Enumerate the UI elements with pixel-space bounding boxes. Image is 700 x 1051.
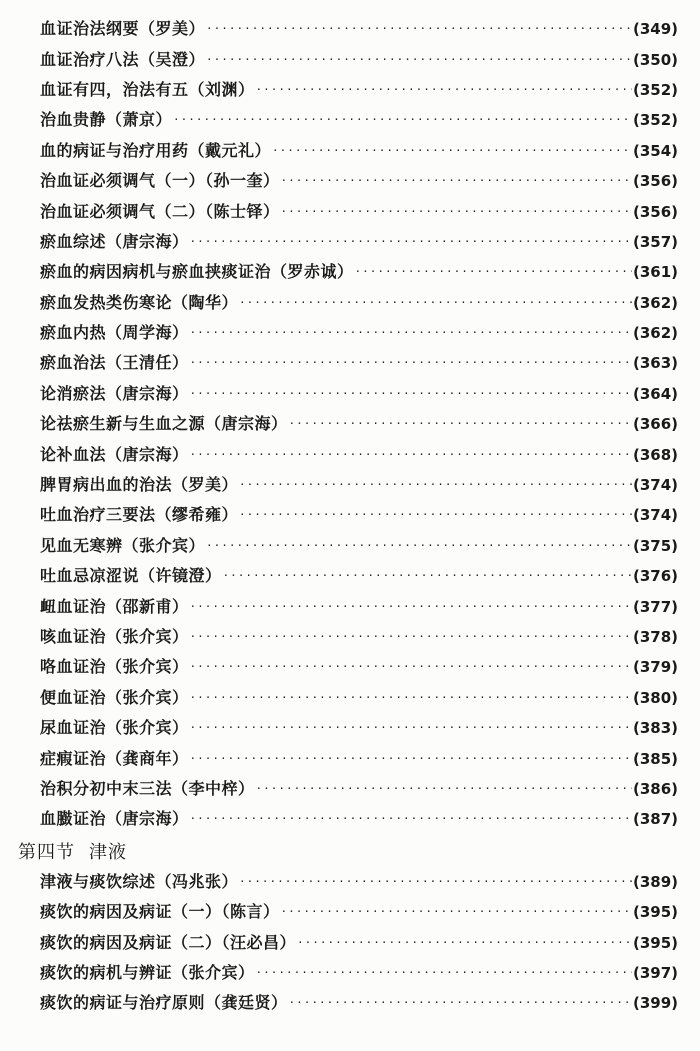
entry-page: (395)	[632, 933, 678, 952]
entry-page: (376)	[632, 567, 678, 586]
entry-page: (395)	[632, 903, 678, 922]
entry-title: 血的病证与治疗用药（戴元礼）	[40, 140, 272, 160]
entry-title: 痰饮的病因及病证（一）（陈言）	[40, 902, 280, 922]
toc-entry	[0, 897, 700, 927]
entry-title: 症瘕证治（龚商年）	[40, 748, 189, 768]
entry-title: 脾胃病出血的治法（罗美）	[40, 475, 239, 495]
entry-title: 治血证必须调气（二）（陈士铎）	[40, 201, 280, 221]
toc-entry	[0, 927, 700, 957]
leader-dots	[297, 933, 632, 953]
entry-page: (350)	[632, 50, 678, 69]
toc-entry	[0, 561, 700, 591]
entry-page: (364)	[632, 384, 678, 403]
leader-dots	[239, 505, 632, 525]
toc-entry	[0, 75, 700, 105]
section-heading	[0, 835, 700, 867]
entry-page: (362)	[632, 293, 678, 312]
toc-entry	[0, 652, 700, 682]
entry-page: (386)	[632, 779, 678, 798]
entry-title: 瘀血内热（周学海）	[40, 323, 189, 343]
toc-entry	[0, 591, 700, 621]
entry-title: 咯血证治（张介宾）	[40, 657, 189, 677]
entry-title: 尿血证治（张介宾）	[40, 718, 189, 738]
toc-entry	[0, 470, 700, 500]
entry-page: (399)	[632, 994, 678, 1013]
leader-dots	[272, 141, 632, 161]
toc-entry	[0, 227, 700, 257]
entry-title: 论补血法（唐宗海）	[40, 444, 189, 464]
toc-entry	[0, 804, 700, 834]
leader-dots	[190, 323, 632, 343]
entry-page: (354)	[632, 141, 678, 160]
section-number: 第四节	[18, 841, 75, 863]
leader-dots	[239, 475, 632, 495]
leader-dots	[206, 50, 632, 70]
entry-page: (357)	[632, 232, 678, 251]
entry-title: 瘀血的病因病机与瘀血挟痰证治（罗赤诚）	[40, 262, 354, 282]
leader-dots	[190, 384, 632, 404]
leader-dots	[190, 627, 632, 647]
entry-title: 瘀血综述（唐宗海）	[40, 231, 189, 251]
entry-title: 论祛瘀生新与生血之源（唐宗海）	[40, 414, 288, 434]
entry-page: (356)	[632, 172, 678, 191]
toc-entry	[0, 288, 700, 318]
leader-dots	[355, 262, 632, 282]
entry-title: 痰饮的病证与治疗原则（龚廷贤）	[40, 993, 288, 1013]
leader-dots	[256, 963, 632, 983]
entry-title: 咳血证治（张介宾）	[40, 627, 189, 646]
entry-title: 治积分初中末三法（李中梓）	[40, 778, 255, 798]
entry-title: 瘀血治法（王清任）	[40, 353, 189, 373]
entry-page: (374)	[632, 506, 678, 525]
leader-dots	[256, 80, 632, 100]
entry-page: (389)	[632, 872, 678, 891]
entry-title: 血证有四，治法有五（刘渊）	[40, 79, 255, 99]
entry-title: 吐血治疗三要法（缪希雍）	[40, 505, 239, 525]
entry-title: 衄血证治（邵新甫）	[40, 596, 189, 616]
entry-page: (380)	[632, 688, 678, 707]
entry-page: (379)	[632, 658, 678, 677]
toc-entry	[0, 439, 700, 469]
toc-entry	[0, 196, 700, 226]
leader-dots	[256, 779, 632, 799]
leader-dots	[190, 718, 632, 738]
table-of-contents	[0, 14, 700, 1019]
entry-page: (385)	[632, 749, 678, 768]
entry-page: (352)	[632, 80, 678, 99]
entry-page: (375)	[632, 536, 678, 555]
entry-page: (366)	[632, 415, 678, 434]
leader-dots	[223, 566, 632, 586]
section-name: 津液	[89, 841, 127, 863]
leader-dots	[239, 872, 632, 892]
toc-entry	[0, 683, 700, 713]
entry-title: 血臌证治（唐宗海）	[40, 809, 189, 829]
leader-dots	[281, 202, 632, 222]
entry-title: 血证治疗八法（吴澄）	[40, 49, 206, 69]
leader-dots	[190, 657, 632, 677]
toc-entry	[0, 379, 700, 409]
entry-title: 治血贵静（萧京）	[40, 110, 173, 130]
leader-dots	[190, 597, 632, 617]
toc-entry	[0, 166, 700, 196]
entry-page: (378)	[632, 628, 678, 646]
leader-dots	[289, 993, 632, 1013]
leader-dots	[190, 749, 632, 769]
entry-page: (361)	[632, 263, 678, 282]
leader-dots	[190, 688, 632, 708]
leader-dots	[239, 293, 632, 313]
toc-entry	[0, 409, 700, 439]
entry-page: (374)	[632, 476, 678, 495]
entry-title: 吐血忌凉涩说（许镜澄）	[40, 566, 222, 586]
toc-entry	[0, 867, 700, 897]
entry-page: (387)	[632, 810, 678, 829]
entry-page: (368)	[632, 445, 678, 464]
toc-entry	[0, 257, 700, 287]
toc-entry	[0, 531, 700, 561]
leader-dots	[190, 232, 632, 252]
leader-dots	[173, 110, 632, 130]
toc-entry	[0, 500, 700, 530]
leader-dots	[281, 171, 632, 191]
entry-title: 瘀血发热类伤寒论（陶华）	[40, 292, 239, 312]
toc-entry	[0, 774, 700, 804]
entry-page: (363)	[632, 354, 678, 373]
entry-title: 津液与痰饮综述（冯兆张）	[40, 871, 239, 891]
entry-title: 痰饮的病因及病证（二）（汪必昌）	[40, 932, 297, 952]
leader-dots	[206, 19, 632, 39]
toc-entry	[0, 44, 700, 74]
toc-entry	[0, 14, 700, 44]
leader-dots	[190, 809, 632, 829]
toc-entry	[0, 713, 700, 743]
entry-title: 治血证必须调气（一）（孙一奎）	[40, 171, 280, 191]
toc-entry	[0, 743, 700, 773]
entry-title: 血证治法纲要（罗美）	[40, 19, 206, 39]
entry-page: (349)	[632, 20, 678, 39]
entry-title: 痰饮的病机与辨证（张介宾）	[40, 962, 255, 982]
toc-entry	[0, 348, 700, 378]
toc-entry	[0, 136, 700, 166]
leader-dots	[190, 445, 632, 465]
entry-page: (352)	[632, 111, 678, 130]
entry-page: (377)	[632, 597, 678, 616]
leader-dots	[289, 414, 632, 434]
entry-page: (397)	[632, 963, 678, 982]
toc-entry	[0, 988, 700, 1018]
toc-entry	[0, 318, 700, 348]
entry-page: (362)	[632, 324, 678, 343]
leader-dots	[206, 536, 632, 556]
leader-dots	[190, 353, 632, 373]
entry-page: (356)	[632, 202, 678, 221]
toc-entry	[0, 622, 700, 652]
entry-title: 见血无寒辨（张介宾）	[40, 535, 206, 555]
entry-title: 便血证治（张介宾）	[40, 687, 189, 707]
toc-entry	[0, 958, 700, 988]
leader-dots	[281, 902, 632, 922]
entry-page: (383)	[632, 719, 678, 738]
entry-title: 论消瘀法（唐宗海）	[40, 383, 189, 403]
toc-entry	[0, 105, 700, 135]
